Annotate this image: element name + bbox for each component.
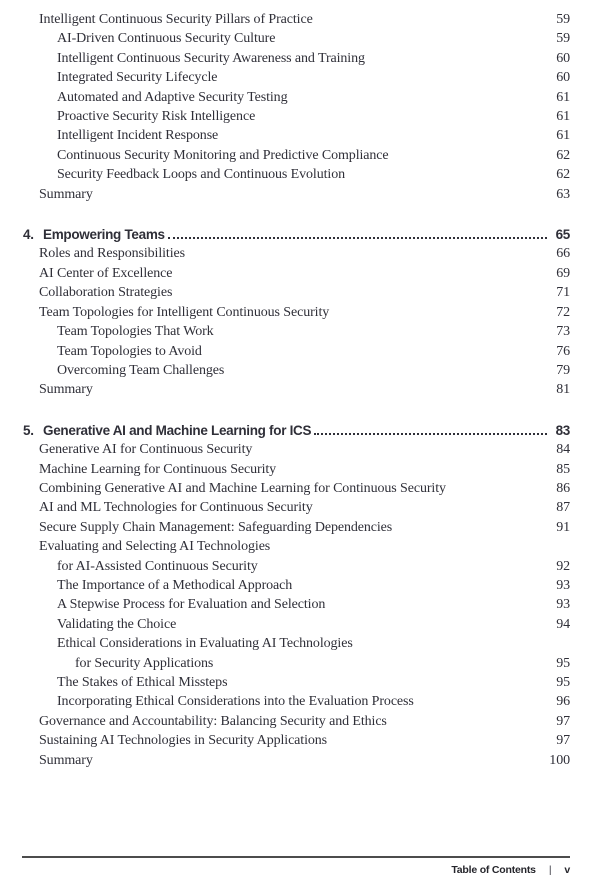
entry-page-number: 59 [556, 12, 570, 27]
toc-entry[interactable] [23, 595, 570, 614]
toc-entry[interactable] [23, 498, 570, 517]
page-footer [22, 856, 570, 876]
toc-entry[interactable] [23, 185, 570, 204]
chapter-title: Generative AI and Machine Learning for ICS [43, 422, 312, 438]
entry-title: Continuous Security Monitoring and Predictive Compliance [57, 147, 389, 163]
entry-page-number: 73 [556, 324, 570, 340]
entry-title: AI Center of Excellence [39, 265, 173, 281]
toc-entry[interactable] [23, 751, 570, 770]
chapter-page-number: 65 [555, 227, 570, 243]
toc-entry[interactable] [23, 479, 570, 498]
toc-entry[interactable] [23, 126, 570, 145]
entry-title: for Security Applications [75, 655, 214, 671]
entry-page-number: 60 [556, 70, 570, 86]
entry-title: Secure Supply Chain Management: Safeguarding Dependencies [39, 519, 393, 535]
entry-title: The Stakes of Ethical Missteps [57, 675, 228, 690]
entry-title: Incorporating Ethical Considerations into the Evaluation Process [57, 694, 414, 710]
table-of-contents [23, 10, 570, 770]
entry-page-number: 92 [556, 558, 570, 574]
entry-page-number: 94 [556, 616, 570, 632]
toc-entry[interactable] [23, 440, 570, 459]
entry-page-number: 63 [556, 186, 570, 202]
entry-page-number: 69 [556, 265, 570, 281]
toc-entry[interactable] [23, 654, 570, 673]
entry-page-number: 97 [556, 713, 570, 729]
entry-page-number: 61 [556, 109, 570, 125]
toc-entry[interactable] [23, 673, 570, 692]
entry-title: A Stepwise Process for Evaluation and Selection [57, 597, 326, 613]
entry-title: Team Topologies for Intelligent Continuous Security [39, 304, 330, 320]
toc-entry[interactable] [23, 107, 570, 126]
toc-entry[interactable] [23, 322, 570, 341]
entry-title: Roles and Responsibilities [39, 246, 185, 262]
chapter-title: Empowering Teams [43, 227, 165, 243]
entry-title: Combining Generative AI and Machine Learning for Continuous Security [39, 480, 446, 496]
entry-page-number: 84 [556, 442, 570, 458]
entry-page-number: 85 [556, 461, 570, 477]
toc-entry[interactable] [23, 29, 570, 48]
toc-entry[interactable] [23, 634, 570, 653]
entry-page-number: 93 [556, 597, 570, 613]
toc-entry[interactable] [23, 283, 570, 302]
entry-page-number: 87 [556, 500, 570, 516]
entry-page-number: 96 [556, 694, 570, 710]
entry-page-number: 61 [556, 128, 570, 144]
toc-entry[interactable] [23, 518, 570, 537]
entry-page-number: 71 [556, 285, 570, 301]
toc-entry[interactable] [23, 731, 570, 750]
toc-entry[interactable] [23, 460, 570, 479]
toc-entry[interactable] [23, 712, 570, 731]
dot-leader [168, 237, 547, 239]
chapter-number: 4. [23, 227, 34, 243]
entry-title: Security Feedback Loops and Continuous Evolution [57, 167, 345, 183]
entry-page-number: 60 [556, 50, 570, 66]
entry-title: Integrated Security Lifecycle [57, 70, 218, 86]
entry-page-number: 79 [556, 362, 570, 378]
toc-entry[interactable] [23, 49, 570, 68]
toc-entry[interactable] [23, 88, 570, 107]
entry-title: Evaluating and Selecting AI Technologies [39, 539, 271, 555]
entry-page-number: 91 [556, 519, 570, 535]
toc-entry[interactable] [23, 342, 570, 361]
toc-chapter-heading[interactable] [23, 225, 570, 244]
toc-entry[interactable] [23, 68, 570, 87]
toc-entry[interactable] [23, 576, 570, 595]
dot-leader [314, 433, 547, 435]
entry-page-number: 100 [549, 752, 570, 768]
entry-title: Ethical Considerations in Evaluating AI Technologies [57, 636, 353, 652]
toc-entry[interactable] [23, 692, 570, 711]
entry-page-number: 62 [556, 167, 570, 183]
toc-entry[interactable] [23, 361, 570, 380]
entry-page-number: 95 [556, 675, 570, 690]
entry-title: Summary [39, 752, 93, 768]
toc-entry[interactable] [23, 303, 570, 322]
entry-page-number: 86 [556, 480, 570, 496]
entry-title: Team Topologies to Avoid [57, 343, 202, 359]
entry-title: Validating the Choice [57, 616, 177, 632]
toc-entry[interactable] [23, 264, 570, 283]
entry-page-number: 93 [556, 577, 570, 593]
toc-entry[interactable] [23, 146, 570, 165]
entry-title: AI-Driven Continuous Security Culture [57, 31, 276, 47]
toc-entry[interactable] [23, 380, 570, 399]
toc-entry[interactable] [23, 557, 570, 576]
entry-title: Proactive Security Risk Intelligence [57, 109, 256, 125]
entry-page-number: 76 [556, 343, 570, 359]
entry-title: Sustaining AI Technologies in Security Applications [39, 733, 328, 749]
entry-title: Automated and Adaptive Security Testing [57, 89, 288, 105]
entry-page-number: 61 [556, 89, 570, 105]
entry-title: Summary [39, 186, 93, 202]
entry-page-number: 72 [556, 304, 570, 320]
toc-entry[interactable] [23, 615, 570, 634]
entry-title: Overcoming Team Challenges [57, 362, 225, 378]
entry-title: Machine Learning for Continuous Security [39, 461, 277, 477]
entry-title: Collaboration Strategies [39, 285, 173, 301]
entry-page-number: 97 [556, 733, 570, 749]
entry-title: Governance and Accountability: Balancing Security and Ethics [39, 713, 387, 729]
toc-entry[interactable] [23, 10, 570, 29]
entry-title: Team Topologies That Work [57, 324, 214, 340]
footer-page-number: v [564, 864, 570, 876]
chapter-page-number: 83 [555, 422, 570, 438]
entry-page-number: 81 [556, 382, 570, 398]
entry-title: AI and ML Technologies for Continuous Security [39, 500, 313, 516]
entry-page-number: 66 [556, 246, 570, 262]
footer-separator: | [548, 864, 552, 876]
entry-title: Summary [39, 382, 93, 398]
entry-page-number: 62 [556, 147, 570, 163]
entry-title: Generative AI for Continuous Security [39, 442, 253, 458]
toc-entry[interactable] [23, 165, 570, 184]
entry-title: Intelligent Incident Response [57, 128, 219, 144]
toc-entry[interactable] [23, 244, 570, 263]
chapter-number: 5. [23, 422, 34, 438]
toc-chapter-heading[interactable] [23, 421, 570, 440]
entry-page-number: 59 [556, 31, 570, 47]
footer-section-label: Table of Contents [451, 864, 536, 876]
entry-page-number: 95 [556, 655, 570, 671]
entry-title: Intelligent Continuous Security Awareness and Training [57, 50, 365, 66]
entry-title: The Importance of a Methodical Approach [57, 577, 293, 593]
toc-entry[interactable] [23, 537, 570, 556]
entry-title: for AI-Assisted Continuous Security [57, 558, 258, 574]
entry-title: Intelligent Continuous Security Pillars of Practice [39, 12, 313, 27]
